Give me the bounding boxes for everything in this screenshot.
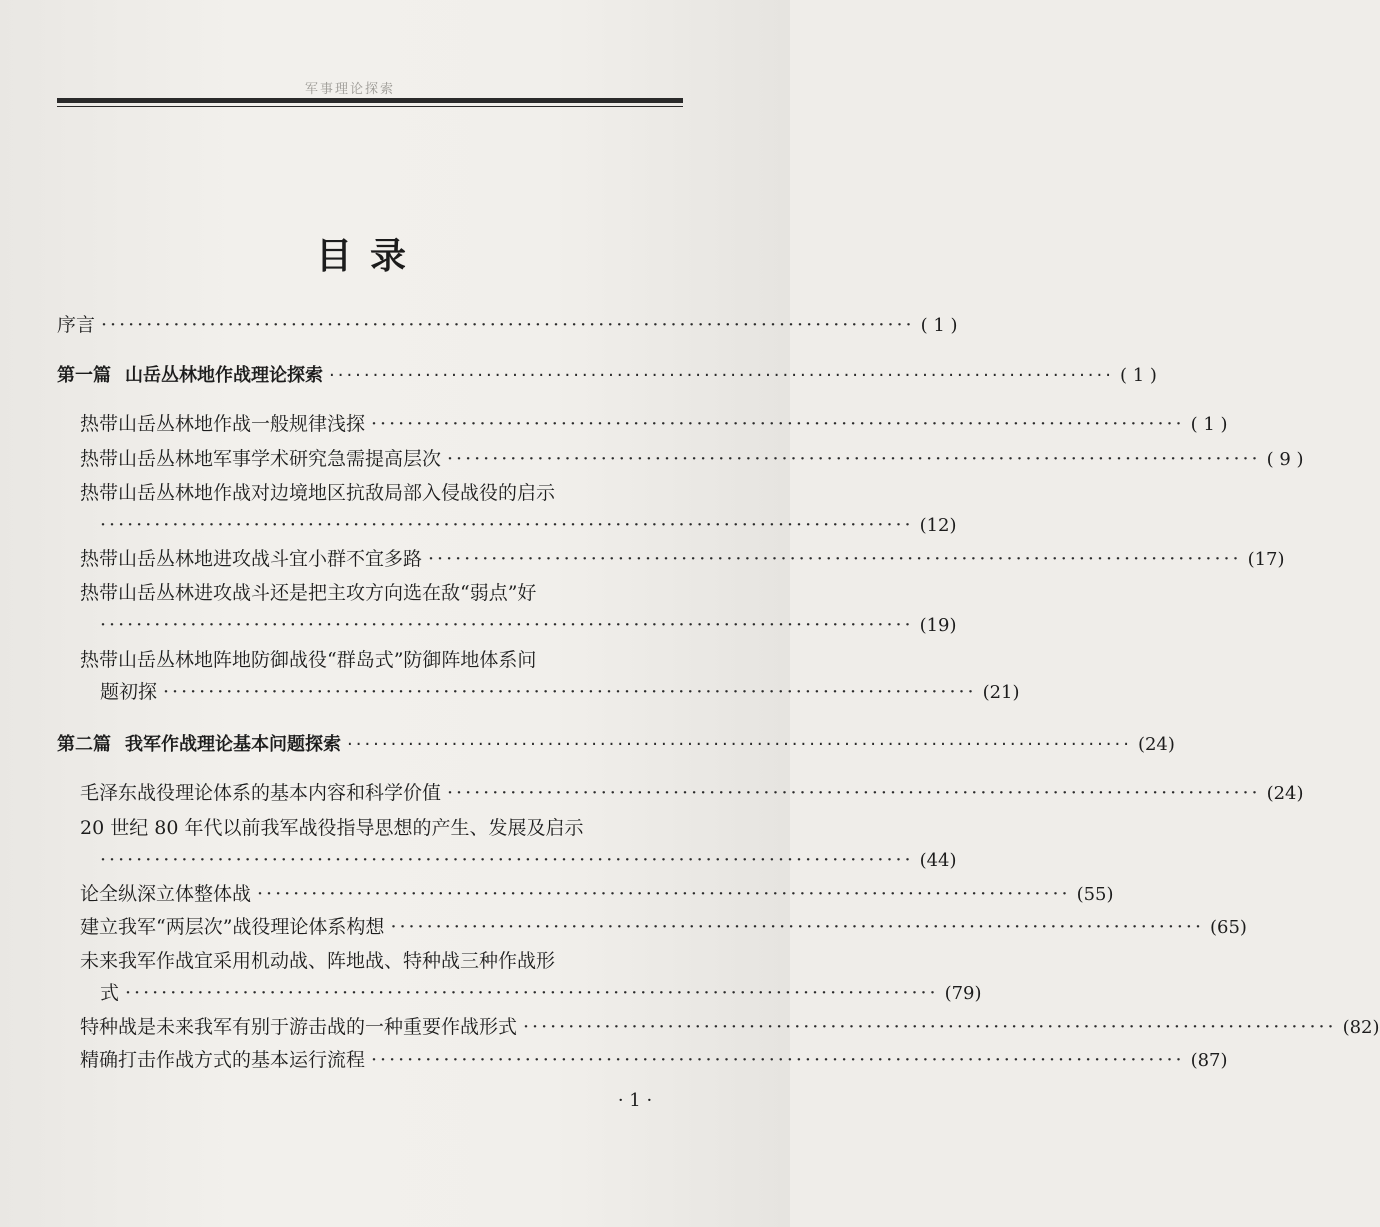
toc-entry-label[interactable]: 热带山岳丛林地阵地防御战役“群岛式”防御阵地体系问	[80, 649, 537, 671]
toc-entry-label[interactable]: 热带山岳丛林进攻战斗还是把主攻方向选在敌“弱点”好	[80, 582, 537, 604]
toc-entry[interactable]	[80, 878, 1114, 910]
running-header: 军事理论探索	[304, 82, 395, 97]
toc-entry-page: ( 1 )	[920, 315, 958, 336]
toc-leader-dots: ··························································································	[390, 916, 1204, 938]
toc-entry-label-cont: 式	[100, 982, 120, 1004]
toc-entry-label: 热带山岳丛林地进攻战斗宜小群不宜多路	[80, 548, 423, 570]
toc-entry-label: 热带山岳丛林地军事学术研究急需提高层次	[80, 448, 442, 470]
toc-entry-label: 精确打击作战方式的基本运行流程	[80, 1049, 366, 1071]
toc-leader-dots: ··························································································	[100, 849, 914, 871]
toc-entry[interactable]	[80, 777, 1304, 809]
toc-entry-page: (87)	[1190, 1050, 1228, 1071]
toc-leader-dots: ··························································································	[447, 448, 1261, 470]
toc-entry-page: (44)	[919, 850, 957, 871]
toc-entry-label: 序言	[57, 314, 96, 336]
toc-entry-label[interactable]: 20 世纪 80 年代以前我军战役指导思想的产生、发展及启示	[80, 817, 584, 839]
toc-entry-page: ( 1 )	[1190, 414, 1228, 435]
toc-entry-preface[interactable]	[57, 309, 958, 341]
toc-entry[interactable]	[80, 1044, 1228, 1076]
toc-entry-label: 特种战是未来我军有别于游击战的一种重要作战形式	[80, 1016, 518, 1038]
toc-leader-dots: ··························································································	[428, 548, 1242, 570]
toc-entry-label: 毛泽东战役理论体系的基本内容和科学价值	[80, 782, 442, 804]
toc-leader-dots: ··························································································	[447, 782, 1261, 804]
toc-entry-page: (24)	[1266, 783, 1304, 804]
toc-entry[interactable]	[80, 408, 1228, 440]
toc-leader-dots: ··························································································	[257, 883, 1071, 905]
toc-entry[interactable]	[80, 911, 1247, 943]
page-number: · 1 ·	[617, 1090, 653, 1111]
toc-entry-label: 建立我军“两层次”战役理论体系构想	[80, 916, 385, 938]
toc-entry-page: (12)	[919, 515, 957, 536]
toc-leader-dots: ··························································································	[100, 514, 914, 536]
toc-entry[interactable]	[80, 543, 1285, 575]
toc-leader-dots: ··························································································	[329, 365, 1114, 386]
toc-leader-dots: ··························································································	[523, 1016, 1337, 1038]
toc-entry-page: (55)	[1076, 884, 1114, 905]
toc-leader-dots: ··························································································	[100, 614, 914, 636]
toc-entry-continuation[interactable]	[100, 977, 982, 1009]
header-rule-thin	[57, 106, 683, 107]
toc-part-title: 山岳丛林地作战理论探索	[125, 365, 323, 386]
toc-entry-page: ( 1 )	[1119, 365, 1157, 386]
toc-leader-dots: ··························································································	[101, 314, 915, 336]
toc-part-title: 我军作战理论基本问题探索	[125, 734, 341, 755]
toc-leader-dots: ··························································································	[163, 681, 977, 703]
toc-leader-dots: ··························································································	[371, 413, 1185, 435]
toc-entry-label[interactable]: 热带山岳丛林地作战对边境地区抗敌局部入侵战役的启示	[80, 482, 556, 504]
toc-entry-continuation[interactable]	[100, 676, 1020, 708]
toc-entry-label[interactable]: 未来我军作战宜采用机动战、阵地战、特种战三种作战形	[80, 950, 556, 972]
toc-entry-label: 论全纵深立体整体战	[80, 883, 252, 905]
toc-entry-page: (19)	[919, 615, 957, 636]
toc-entry-page: ( 9 )	[1266, 449, 1304, 470]
toc-leader-dots: ··························································································	[347, 734, 1132, 755]
toc-entry-part-2[interactable]	[57, 729, 1175, 761]
toc-entry-label: 热带山岳丛林地作战一般规律浅探	[80, 413, 366, 435]
toc-entry[interactable]	[80, 1011, 1380, 1043]
toc-entry-page: (65)	[1210, 917, 1247, 938]
toc-entry-page: (21)	[982, 682, 1020, 703]
toc-entry-label-cont: 题初探	[100, 681, 158, 703]
toc-entry-page: (82)	[1342, 1017, 1380, 1038]
toc-entry-page: (24)	[1137, 734, 1175, 755]
toc-part-label: 第二篇	[57, 734, 111, 755]
toc-entry-continuation[interactable]	[100, 509, 957, 541]
toc-part-label: 第一篇	[57, 365, 111, 386]
toc-entry-page: (79)	[944, 983, 982, 1004]
toc-leader-dots: ··························································································	[125, 982, 939, 1004]
toc-entry[interactable]	[80, 443, 1304, 475]
toc-entry-page: (17)	[1247, 549, 1285, 570]
header-rule-thick	[57, 98, 683, 103]
toc-entry-part-1[interactable]	[57, 360, 1157, 392]
toc-leader-dots: ··························································································	[371, 1049, 1185, 1071]
page-title: 目录	[315, 236, 424, 277]
toc-entry-continuation[interactable]	[100, 844, 957, 876]
toc-entry-continuation[interactable]	[100, 609, 957, 641]
